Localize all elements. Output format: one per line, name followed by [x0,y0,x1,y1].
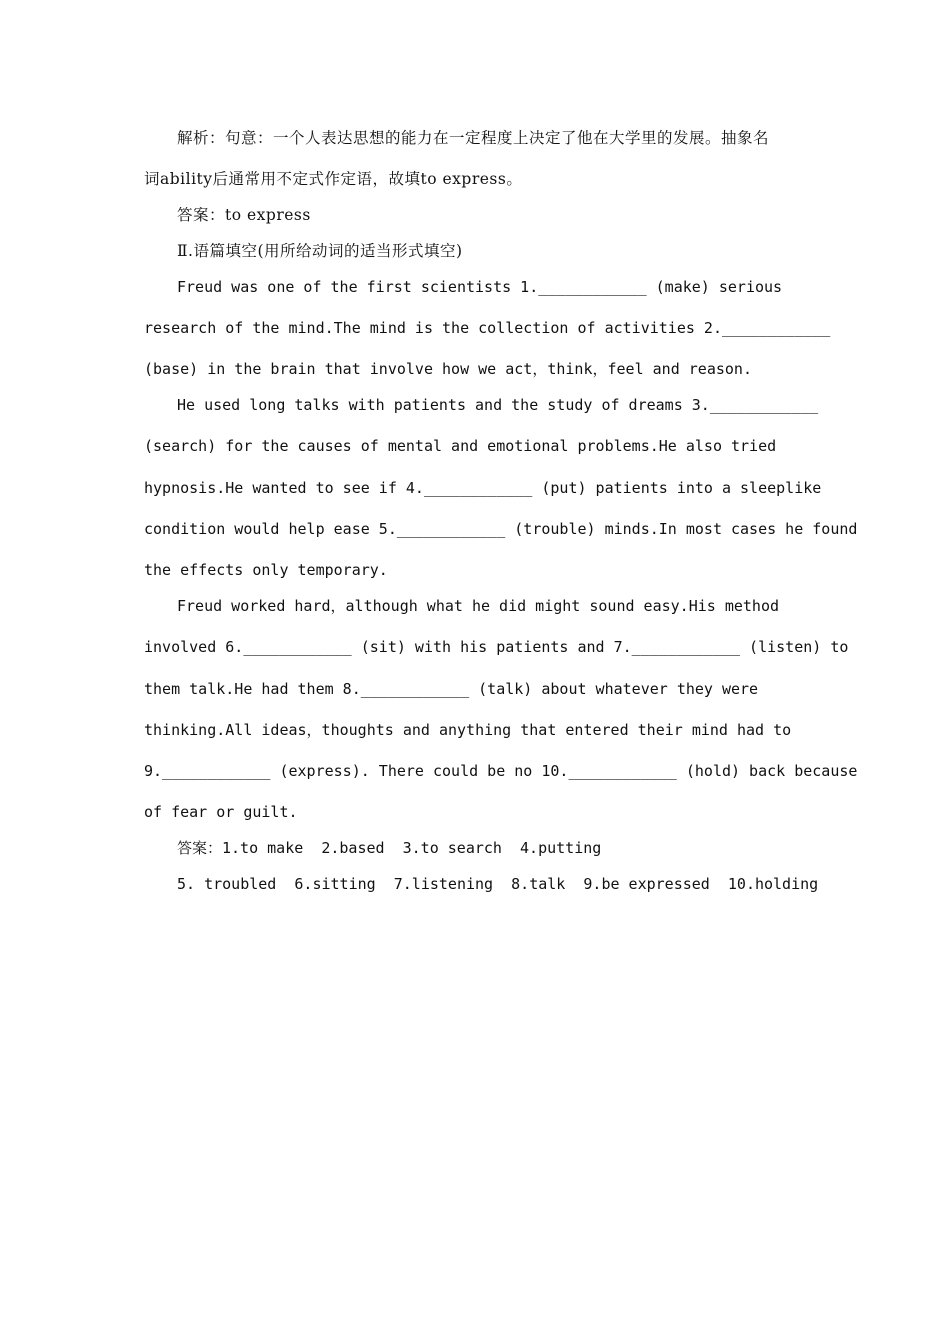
passage-line-13: 9.____________ (express). There could be no 10.____________ (hold) back because [144,762,858,780]
passage-line-11: them talk.He had them 8.____________ (talk) about whatever they were [144,680,759,698]
passage-line-3: (base) in the brain that involve how we act，think，feel and reason. [144,360,752,378]
passage-line-7: condition would help ease 5.____________ (trouble) minds.In most cases he found [144,520,858,538]
answer-1: 答案：to express [177,206,311,224]
passage-line-10: involved 6.____________ (sit) with his patients and 7.____________ (listen) to [144,638,849,656]
answers-2-line-1: 答案：1.to make 2.based 3.to search 4.putting [177,839,602,857]
analysis-line-2: 词ability后通常用不定式作定语，故填to express。 [144,170,523,188]
passage-line-1: Freud was one of the first scientists 1.____________ (make) serious [177,278,783,296]
analysis-line-1: 解析：句意：一个人表达思想的能力在一定程度上决定了他在大学里的发展。抽象名 [177,129,770,147]
passage-line-14: of fear or guilt. [144,803,298,821]
passage-line-5: (search) for the causes of mental and emotional problems.He also tried [144,437,777,455]
passage-line-9: Freud worked hard，although what he did might sound easy.His method [177,597,779,615]
passage-line-2: research of the mind.The mind is the collection of activities 2.____________ [144,319,831,337]
section-2-title: Ⅱ.语篇填空(用所给动词的适当形式填空) [177,242,463,260]
passage-line-12: thinking.All ideas，thoughts and anything that entered their mind had to [144,721,792,739]
passage-line-8: the effects only temporary. [144,561,388,579]
answers-2-line-2: 5. troubled 6.sitting 7.listening 8.talk 9.be expressed 10.holding [177,875,819,893]
passage-line-6: hypnosis.He wanted to see if 4.____________ (put) patients into a sleeplike [144,479,822,497]
passage-line-4: He used long talks with patients and the study of dreams 3.____________ [177,396,819,414]
